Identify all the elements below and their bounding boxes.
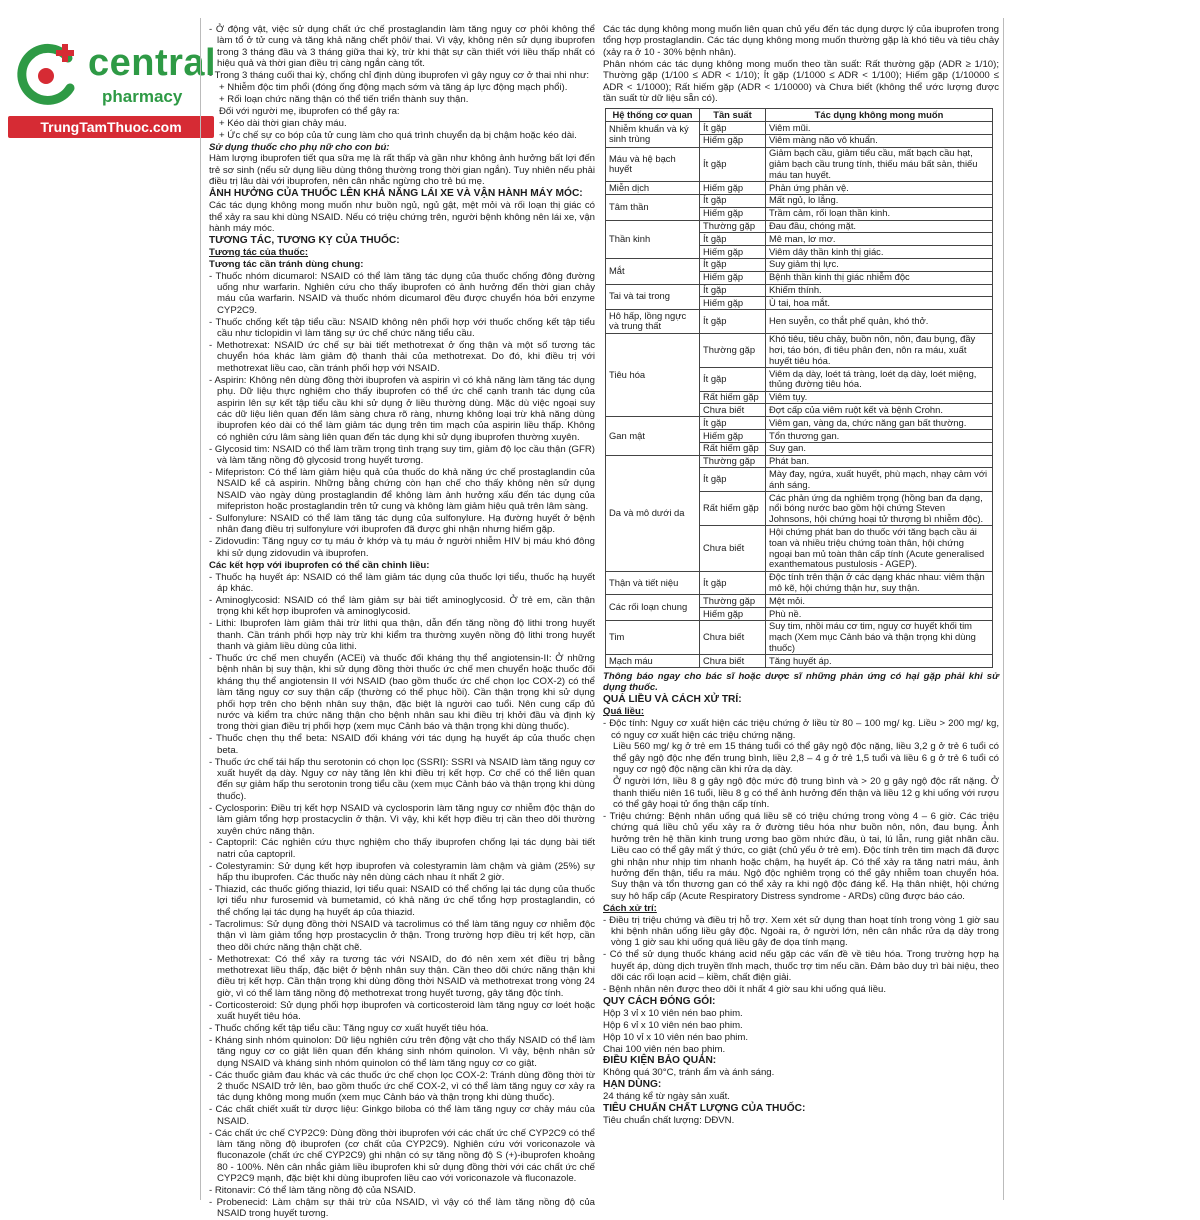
paragraph: - Thuốc ức chế men chuyển (ACEi) và thuốc đối kháng thụ thể angiotensin-II: Ở những bệnh nhân bị suy thận, khi sử dụng đồng thời thuốc ức chế men chuyển hoặc thuốc đối kháng thụ thể angiotensin II với NSAID (bao gồm thuốc ức chế chọn lọc COX-2) có thể làm tăng nguy cơ suy thận cấp (thường có thể phục hồi). Cần thận trọng khi sử dụng phối hợp trên cho bệnh nhân suy thận, đặc biệt là người cao tuổi. Nên cung cấp đủ nước và kiểm tra chức năng thận cho bệnh nhân sau khi điều trị khởi đầu và định kỳ trong thời gian điều trị phối hợp (xem mục Cảnh báo và thận trọng khi dùng thuốc). [209,652,595,733]
frequency-cell: Ít gặp [700,258,766,271]
frequency-cell: Hiếm gặp [700,182,766,195]
paragraph: - Thuốc chẹn thụ thể beta: NSAID đối kháng với tác dụng hạ huyết áp của thuốc chẹn beta. [209,733,595,756]
paragraph: - Probenecid: Làm chậm sự thải trừ của NSAID, vì vậy có thể làm tăng nồng độ của NSAID trong huyết tương. [209,1197,595,1220]
paragraph: - Có thể sử dụng thuốc kháng acid nếu gặp các vấn đề về tiêu hóa. Trong trường hợp hạ huyết áp, dùng dịch truyền tĩnh mạch, thuốc trợ tim nếu cần. Đảm bảo duy trì bài niệu, theo dõi các rối loạn acid – kiềm, chất điện giải. [603,949,999,984]
bullet: + Kéo dài thời gian chảy máu. [219,117,347,129]
paragraph: Liều 560 mg/ kg ở trẻ em 15 tháng tuổi có thể gây ngộ độc nặng, liều 3,2 g ở trẻ 6 tuổi có thể gây ngộ độc nhẹ đến trung bình, liều 2,8 – 4 g ở trẻ 1,5 tuổi và liều 6 g ở trẻ 6 tuổi có nguy cơ ngộ độc nặng cần khi rửa dạ dày. [613,741,999,776]
organ-cell: Mạch máu [606,655,700,668]
subheading: Quá liều: [603,706,645,718]
table-row [606,182,993,195]
effect-cell: Đợt cấp của viêm ruột kết và bệnh Crohn. [766,404,993,417]
frequency-cell: Ít gặp [700,571,766,595]
effect-cell: Viêm tụy. [766,391,993,404]
frequency-cell: Chưa biết [700,404,766,417]
organ-cell: Nhiễm khuẩn và ký sinh trùng [606,122,700,148]
frequency-cell: Chưa biết [700,620,766,654]
organ-cell: Tiêu hóa [606,333,700,417]
paragraph: - Các chất ức chế CYP2C9: Dùng đồng thời ibuprofen với các chất ức chế CYP2C9 có thể làm tăng nồng độ ibuprofen (cơ chất của CYP2C9). Nghiên cứu với voriconazole và fluconazole (chất ức chế CYP2C9) ghi nhận có sự tăng nồng độ S (+)-ibuprofen khoảng 80 - 100%. Nên cân nhắc giảm liều ibuprofen khi sử dụng đồng thời với các chất ức chế CYP2C9 mạnh, đặc biệt khi dùng ibuprofen liều cao với voriconazole và fluconazole. [209,1127,595,1185]
section-heading: TIÊU CHUẨN CHẤT LƯỢNG CỦA THUỐC: [603,1103,806,1115]
paragraph: Tiêu chuẩn chất lượng: DĐVN. [603,1114,735,1126]
table-row [606,620,993,654]
frequency-cell: Rất hiếm gặp [700,492,766,526]
section-heading: TƯƠNG TÁC, TƯƠNG KỴ CỦA THUỐC: [209,234,400,246]
organ-cell: Gan mật [606,417,700,455]
paragraph: - Thiazid, các thuốc giống thiazid, lợi tiểu quai: NSAID có thể chống lại tác dụng của thuốc lợi tiểu như furosemid và bumetamid, có khả năng ức chế tổng hợp prostaglandin, có thể chống lại tác dụng hạ huyết áp của thiazid. [209,884,595,918]
paragraph: - Sulfonylure: NSAID có thể làm tăng tác dụng của sulfonylure. Hạ đường huyết ở bệnh nhân đang điều trị sulfonylure với ibuprofen đã được ghi nhận nhưng hiếm gặp. [209,513,595,536]
frequency-cell: Hiếm gặp [700,246,766,259]
paragraph: Ở người lớn, liều 8 g gây ngộ độc mức độ trung bình và > 20 g gây ngộ độc rất nặng. Ở thanh thiếu niên 16 tuổi, liều 8 g có thể ảnh hưởng đến thận và liều 12 g khi uống với rượu có thể gây hoại tử ống thận cấp tính. [613,776,999,810]
organ-cell: Miễn dịch [606,182,700,195]
effect-cell: Viêm dạ dày, loét tá tràng, loét dạ dày, loét miệng, thủng đường tiêu hóa. [766,368,993,392]
paragraph: - Tacrolimus: Sử dụng đồng thời NSAID và tacrolimus có thể làm tăng nguy cơ nhiễm độc thận vì làm giảm tổng hợp prostacyclin ở thận. Trong trường hợp điều trị kết hợp, cần theo dõi chức năng thận chặt chẽ. [209,918,595,953]
frequency-cell: Thường gặp [700,455,766,468]
frequency-cell: Ít gặp [700,284,766,297]
table-header-row [606,109,993,122]
paragraph: - Zidovudin: Tăng nguy cơ tụ máu ở khớp và tụ máu ở người nhiễm HIV bị máu khó đông khi sử dụng zidovudin và ibuprofen. [209,536,595,559]
subheading: Các kết hợp với ibuprofen có thể cần chỉnh liều: [209,559,430,571]
effect-cell: Trầm cảm, rối loạn thần kinh. [766,207,993,220]
effect-cell: Giảm bạch cầu, giảm tiểu cầu, mất bạch cầu hạt, giảm bạch cầu trung tính, thiếu máu bất sản, thiếu máu tan huyết. [766,147,993,181]
paragraph: - Kháng sinh nhóm quinolon: Dữ liệu nghiên cứu trên động vật cho thấy NSAID có thể làm tăng nguy cơ co giật liên quan đến kháng sinh nhóm quinolon. Vì vậy, bệnh nhân sử dụng NSAID và kháng sinh nhóm quinolon có thể làm tăng nguy cơ co giật. [209,1034,595,1069]
effect-cell: Phù nề. [766,608,993,621]
paragraph: - Cyclosporin: Điều trị kết hợp NSAID và cyclosporin làm tăng nguy cơ nhiễm độc thận do làm giảm tổng hợp prostacyclin ở thận. Vì vậy, khi kết hợp điều trị cần theo dõi thường xuyên chức năng thận. [209,802,595,837]
effect-cell: Suy tim, nhồi máu cơ tim, nguy cơ huyết khối tim mạch (Xem mục Cảnh báo và thận trọng khi dùng thuốc) [766,620,993,654]
organ-cell: Máu và hệ bạch huyết [606,147,700,181]
effect-cell: Bệnh thần kinh thị giác nhiễm độc [766,271,993,284]
warning-note: Thông báo ngay cho bác sĩ hoặc dược sĩ những phản ứng có hại gặp phải khi sử dụng thuốc. [603,671,999,694]
leaflet-page [200,18,1004,1220]
organ-cell: Tâm thần [606,194,700,220]
organ-cell: Thần kinh [606,220,700,258]
effect-cell: Mày đay, ngứa, xuất huyết, phù mạch, nhạy cảm với ánh sáng. [766,468,993,492]
organ-cell: Tai và tai trong [606,284,700,310]
frequency-cell: Hiếm gặp [700,271,766,284]
paragraph: - Trong 3 tháng cuối thai kỳ, chống chỉ định dùng ibuprofen vì gây nguy cơ ở thai nhi như: [209,70,590,82]
effect-cell: Ù tai, hoa mắt. [766,297,993,310]
paragraph: - Mifepriston: Có thể làm giảm hiệu quả của thuốc do khả năng ức chế prostaglandin của NSAID kể cả aspirin. Những bằng chứng còn hạn chế cho thấy không nên sử dụng NSAID vào ngày dùng prostaglandin để không làm ảnh hưởng xấu đến tác dụng của mifepriston hoặc prostaglandin trên tử cung và không làm giảm hiệu quả trên lâm sàng. [209,466,595,513]
paragraph: - Corticosteroid: Sử dụng phối hợp ibuprofen và corticosteroid làm tăng nguy cơ loét hoặc xuất huyết tiêu hóa. [209,999,595,1023]
table-row [606,122,993,135]
brand-site: TrungTamThuoc.com [8,116,214,138]
effect-cell: Viêm mũi. [766,122,993,135]
table-row [606,417,993,430]
central-pharmacy-logo-icon [12,40,82,110]
paragraph: - Colestyramin: Sử dụng kết hợp ibuprofen và colestyramin làm chậm và giảm (25%) sự hấp thu ibuprofen. Các thuốc này nên dùng cách nhau ít nhất 2 giờ. [209,860,595,884]
right-column [603,24,999,1200]
effect-cell: Phản ứng phản vệ. [766,182,993,195]
effect-cell: Độc tính trên thận ở các dạng khác nhau: viêm thận mô kẽ, hội chứng thận hư, suy thận. [766,571,993,595]
paragraph: - Glycosid tim: NSAID có thể làm trầm trọng tình trạng suy tim, giảm độ lọc cầu thận (GFR) và làm tăng nồng độ glycosid trong huyết tương. [209,443,595,467]
paragraph: - Thuốc nhóm dicumarol: NSAID có thể làm tăng tác dụng của thuốc chống đông đường uống như warfarin. Nghiên cứu cho thấy ibuprofen có ảnh hưởng đến thời gian chảy máu của warfarin. NSAID và thuốc nhóm dicumarol đều được chuyển hóa bởi enzyme CYP2C9. [209,270,595,316]
table-row [606,194,993,207]
frequency-cell: Hiếm gặp [700,207,766,220]
section-heading: ẢNH HƯỞNG CỦA THUỐC LÊN KHẢ NĂNG LÁI XE VÀ VẬN HÀNH MÁY MÓC: [209,188,583,200]
paragraph: - Bệnh nhân nên được theo dõi ít nhất 4 giờ sau khi uống quá liều. [603,983,887,995]
paragraph: - Thuốc chống kết tập tiểu cầu: NSAID không nên phối hợp với thuốc chống kết tập tiểu cầu như ticlopidin vì làm tăng sự ức chế chức năng tiểu cầu. [209,316,595,340]
effect-cell: Các phản ứng da nghiêm trọng (hồng ban đa dạng, nổi bóng nước bao gồm hội chứng Steven Johnsons, hội chứng hoại tử thượng bì nhiễm độc). [766,492,993,526]
frequency-cell: Ít gặp [700,468,766,492]
table-row [606,310,993,334]
frequency-cell: Ít gặp [700,310,766,334]
frequency-cell: Rất hiếm gặp [700,442,766,455]
paragraph: - Ritonavir: Có thể làm tăng nồng độ của NSAID. [209,1185,416,1197]
effect-cell: Khó tiêu, tiêu chảy, buồn nôn, nôn, đau bụng, đầy hơi, táo bón, đi tiêu phân đen, nôn ra máu, xuất huyết tiêu hóa. [766,333,993,367]
package-line: Hộp 10 vỉ x 10 viên nén bao phim. [603,1031,749,1043]
effect-cell: Viêm gan, vàng da, chức năng gan bất thường. [766,417,993,430]
frequency-cell: Ít gặp [700,194,766,207]
table-row [606,333,993,367]
effect-cell: Mệt mỏi. [766,595,993,608]
organ-cell: Thận và tiết niệu [606,571,700,595]
brand-logo[interactable] [6,36,218,136]
package-line: Hộp 6 vỉ x 10 viên nén bao phim. [603,1019,743,1031]
adverse-effects-table [605,108,993,668]
frequency-cell: Thường gặp [700,220,766,233]
frequency-cell: Chưa biết [700,655,766,668]
table-row [606,595,993,608]
frequency-cell: Hiếm gặp [700,297,766,310]
paragraph: - Methotrexat: Có thể xảy ra tương tác với NSAID, do đó nên xem xét điều trị bằng methotrexat liều thấp, đặc biệt ở bệnh nhân suy thận. Cần theo dõi chức năng thận khi điều trị kết hợp. Cần thận trọng khi dùng đồng thời NSAID và methotrexat trong vòng 24 giờ, vì có thể làm tăng nồng độ methotrexat trong huyết tương, gây tăng độc tính. [209,953,595,999]
effect-cell: Suy gan. [766,442,993,455]
effect-cell: Suy giảm thị lực. [766,258,993,271]
paragraph: - Các thuốc giảm đau khác và các thuốc ức chế chọn lọc COX-2: Tránh dùng đồng thời từ 2 thuốc NSAID trở lên, bao gồm thuốc ức chế COX-2, vì có thể làm tăng nguy cơ xảy ra tác dụng không mong muốn (xem mục Cảnh báo và thận trọng khi dùng thuốc). [209,1069,595,1104]
organ-cell: Mắt [606,258,700,284]
paragraph: Phân nhóm các tác dụng không mong muốn theo tần suất: Rất thường gặp (ADR ≥ 1/10); Thường gặp (1/100 ≤ ADR < 1/10); Ít gặp (1/1000 ≤ ADR < 1/100); Hiếm gặp (1/10000 ≤ ADR < 1/1000); Rất hiếm gặp (ADR < 1/10000) và Chưa biết (không thể ước lượng được tần suất từ dữ liệu sẵn có). [603,58,999,104]
table-body [606,122,993,668]
paragraph: Không quá 30°C, tránh ẩm và ánh sáng. [603,1067,775,1079]
left-column [209,24,595,1220]
frequency-cell: Hiếm gặp [700,430,766,443]
paragraph: Đối với người mẹ, ibuprofen có thể gây ra: [219,105,400,117]
table-row [606,258,993,271]
organ-cell: Các rối loạn chung [606,595,700,621]
paragraph: - Thuốc ức chế tái hấp thu serotonin có chọn lọc (SSRI): SSRI và NSAID làm tăng nguy cơ xuất huyết dạ dày. Nguy cơ này tăng lên khi điều trị kết hợp. Cơ chế có thể liên quan đến sự giảm hấp thu serotonin trong tiểu cầu (xem mục Cảnh báo và thận trọng khi dùng thuốc). [209,756,595,802]
paragraph: - Thuốc hạ huyết áp: NSAID có thể làm giảm tác dụng của thuốc lợi tiểu, thuốc hạ huyết áp khác. [209,571,595,594]
package-line: Hộp 3 vỉ x 10 viên nén bao phim. [603,1007,743,1019]
effect-cell: Viêm dây thần kinh thị giác. [766,246,993,259]
frequency-cell: Thường gặp [700,333,766,367]
header-effect: Tác dụng không mong muốn [766,109,993,122]
frequency-cell: Ít gặp [700,368,766,392]
frequency-cell: Ít gặp [700,417,766,430]
frequency-cell: Thường gặp [700,595,766,608]
package-line: Chai 100 viên nén bao phim. [603,1043,726,1055]
table-row [606,284,993,297]
organ-cell: Da và mô dưới da [606,455,700,571]
paragraph: - Triệu chứng: Bệnh nhân uống quá liều sẽ có triệu chứng trong vòng 4 – 6 giờ. Các triệu chứng quá liều chủ yếu xảy ra ở đường tiêu hóa như buồn nôn, nôn, đau bụng. Ảnh hưởng trên hệ thần kinh trung ương bao gồm nhức đầu, ù tai, lú lẫn, rung giật nhãn cầu. Liều cao có thể gây mất ý thức, co giật (chủ yếu ở trẻ em). Độc tính trên tim mạch đã được ghi nhận như nhịp tim nhanh hoặc chậm, hạ huyết áp. Có thể xảy ra tăng natri máu, ảnh hưởng đến thận, tiểu ra máu. Ngộ độc nghiêm trọng có thể gây nhiễm toan chuyển hóa. Suy thận và tổn thương gan có thể xảy ra khi ngộ độc đáng kể. Hạ thân nhiệt, hội chứng suy hô hấp cấp (Acute Respiratory Distress syndrome - ARDs) cũng được báo cáo. [603,810,999,902]
table-row [606,455,993,468]
paragraph: - Lithi: Ibuprofen làm giảm thải trừ lithi qua thận, dẫn đến tăng nồng độ lithi trong huyết thanh. Cần tránh phối hợp này trừ khi kiểm tra thường xuyên nồng độ lithi trong huyết thanh và giảm liều dùng của lithi. [209,618,595,653]
paragraph: - Thuốc chống kết tập tiểu cầu: Tăng nguy cơ xuất huyết tiêu hóa. [209,1022,489,1034]
frequency-cell: Ít gặp [700,122,766,135]
subheading: Sử dụng thuốc cho phụ nữ cho con bú: [209,141,390,153]
organ-cell: Hô hấp, lồng ngực và trung thất [606,310,700,334]
effect-cell: Hen suyễn, co thắt phế quản, khó thở. [766,310,993,334]
paragraph: - Điều trị triệu chứng và điều trị hỗ trợ. Xem xét sử dụng than hoạt tính trong vòng 1 giờ sau khi bệnh nhân uống liều gây độc. Ngoài ra, ở người lớn, nên cân nhắc rửa dạ dày trong vòng 1 giờ sau khi uống quá liều gây đe dọa tính mạng. [603,914,999,949]
effect-cell: Tổn thương gan. [766,430,993,443]
paragraph: Hàm lượng ibuprofen tiết qua sữa mẹ là rất thấp và gần như không ảnh hưởng bất lợi đến trẻ sơ sinh (nếu sử dụng liều dùng thông thường trong thời gian ngắn). Tuy nhiên nếu phải điều trị lâu dài với ibuprofen, nên cân nhắc ngừng cho trẻ bú mẹ. [209,153,595,188]
frequency-cell: Hiếm gặp [700,608,766,621]
paragraph: - Độc tính: Nguy cơ xuất hiện các triệu chứng ở liều từ 80 – 100 mg/ kg. Liều > 200 mg/ kg, có nguy cơ xuất hiện các triệu chứng nặng. [603,718,999,741]
section-heading: ĐIỀU KIỆN BẢO QUẢN: [603,1055,717,1067]
organ-cell: Tim [606,620,700,654]
effect-cell: Tăng huyết áp. [766,655,993,668]
paragraph: Các tác dụng không mong muốn liên quan chủ yếu đến tác dụng dược lý của ibuprofen trong tổng hợp prostaglandin. Các tác dụng không mong muốn thường gặp là khó tiêu và tiêu chảy (xảy ra ở 10 - 30% bệnh nhân). [603,24,999,58]
paragraph: - Aspirin: Không nên dùng đồng thời ibuprofen và aspirin vì có khả năng làm tăng tác dụng phụ. Dữ liệu thực nghiệm cho thấy ibuprofen có thể ức chế cạnh tranh tác dụng của aspirin lên sự kết tập tiểu cầu khi sử dụng ở liều thường dùng. Mặc dù việc ngoại suy các dữ liệu liên quan đến lâm sàng chưa rõ ràng, nhưng không loại trừ khả năng dùng ibuprofen kéo dài có thể làm giảm tác dụng trên tim mạch của aspirin liều thấp. Không có nghiên cứu lâm sàng liên quan đến tác dụng khi sử dụng ibuprofen thường xuyên. [209,374,595,443]
bullet: + Rối loạn chức năng thận có thể tiến triển thành suy thận. [219,93,469,105]
paragraph: - Các chất chiết xuất từ dược liệu: Ginkgo biloba có thể làm tăng nguy cơ chảy máu của NSAID. [209,1104,595,1127]
header-organ: Hệ thống cơ quan [606,109,700,122]
table-row [606,655,993,668]
paragraph: 24 tháng kể từ ngày sản xuất. [603,1091,730,1103]
header-frequency: Tần suất [700,109,766,122]
effect-cell: Mất ngủ, lo lắng. [766,194,993,207]
brand-name: central [88,42,217,84]
table-row [606,571,993,595]
section-heading: HẠN DÙNG: [603,1079,662,1091]
paragraph: - Ở động vật, việc sử dụng chất ức chế prostaglandin làm tăng nguy cơ phôi không thể làm tổ ở tử cung và tăng khả năng chết phôi/ thai. Vì vậy, không nên sử dụng ibuprofen trong 3 tháng đầu và 3 tháng giữa thai kỳ, trừ khi thật sự cần thiết với liều thấp nhất có hiệu quả và thời gian điều trị càng ngắn càng tốt. [209,24,595,70]
paragraph: Các tác dụng không mong muốn như buồn ngủ, ngủ gật, mệt mỏi và rối loạn thị giác có thể xảy ra sau khi dùng NSAID. Nếu có triệu chứng trên, người bệnh không nên lái xe, vận hành máy móc. [209,200,595,234]
effect-cell: Mê man, lơ mơ. [766,233,993,246]
section-heading: QUY CÁCH ĐÓNG GÓI: [603,995,716,1007]
frequency-cell: Chưa biết [700,526,766,571]
bullet: + Nhiễm độc tim phổi (đóng ống động mạch sớm và tăng áp lực động mạch phổi). [219,82,568,94]
section-heading: QUÁ LIỀU VÀ CÁCH XỬ TRÍ: [603,694,742,706]
effect-cell: Viêm màng não vô khuẩn. [766,134,993,147]
table-row [606,147,993,181]
effect-cell: Hội chứng phát ban do thuốc với tăng bạch cầu ái toan và nhiều triệu chứng toàn thân, hội chứng ngoại ban mủ toàn thân cấp tính (Acute generalised exanthematous pustulosis - AGEP). [766,526,993,571]
frequency-cell: Ít gặp [700,233,766,246]
subheading: Tương tác của thuốc: [209,246,309,258]
effect-cell: Phát ban. [766,455,993,468]
paragraph: - Methotrexat: NSAID ức chế sự bài tiết methotrexat ở ống thận và một số tương tác chuyển hóa khác làm giảm độ thanh thải của methotrexat. Do đó, khi điều trị với methotrexat liều cao, cần tránh phối hợp với NSAID. [209,339,595,374]
subheading: Tương tác cần tránh dùng chung: [209,258,364,270]
subheading: Cách xử trí: [603,902,657,914]
frequency-cell: Hiếm gặp [700,134,766,147]
bullet: + Ức chế sự co bóp của tử cung làm cho quá trình chuyển dạ bị chậm hoặc kéo dài. [219,129,577,141]
frequency-cell: Ít gặp [700,147,766,181]
effect-cell: Khiếm thính. [766,284,993,297]
frequency-cell: Rất hiếm gặp [700,391,766,404]
brand-subtitle: pharmacy [102,87,183,106]
table-row [606,220,993,233]
effect-cell: Đau đầu, chóng mặt. [766,220,993,233]
paragraph: - Aminoglycosid: NSAID có thể làm giảm sự bài tiết aminoglycosid. Ở trẻ em, cần thận trọng khi kết hợp ibuprofen và aminoglycosid. [209,594,595,618]
paragraph: - Captopril: Các nghiên cứu thực nghiệm cho thấy ibuprofen chống lại tác dụng bài tiết natri của captopril. [209,837,595,860]
